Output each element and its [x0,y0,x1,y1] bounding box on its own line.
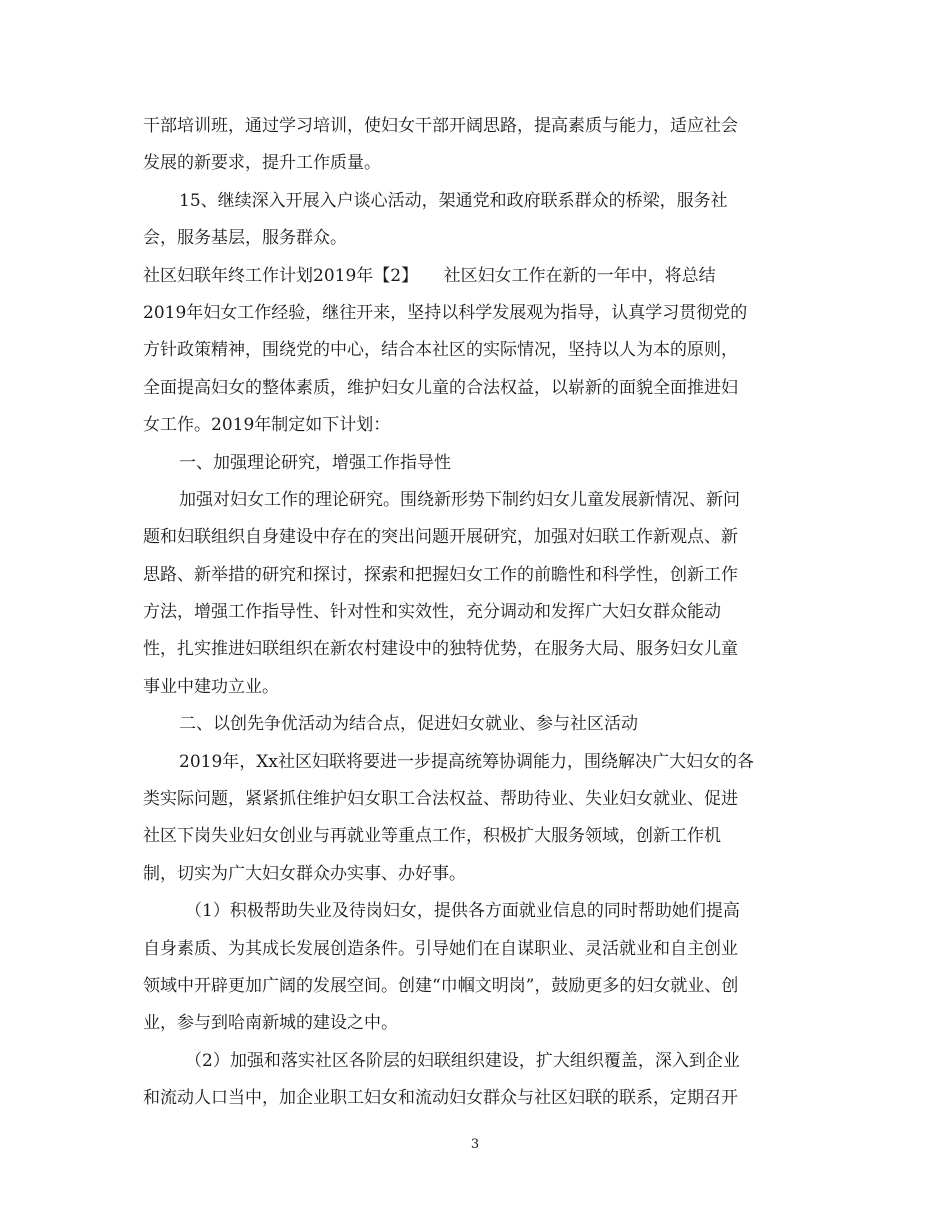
page-number: 3 [470,1137,480,1152]
text-line: 女工作。2019年制定如下计划： [143,415,391,436]
text-line: 发展的新要求，提升工作质量。 [143,153,381,174]
text-line: 和流动人口当中，加企业职工妇女和流动妇女群众与社区妇联的联系，定期召开 [143,1088,738,1109]
text-line: 全面提高妇女的整体素质，维护妇女儿童的合法权益，以崭新的面貌全面推进妇 [143,377,738,398]
text-line: 题和妇联组织自身建设中存在的突出问题开展研究，加强对妇联工作新观点、新 [143,527,738,548]
text-line: 方法，增强工作指导性、针对性和实效性，充分调动和发挥广大妇女群众能动 [143,602,721,623]
text-line: （2）加强和落实社区各阶层的妇联组织建设，扩大组织覆盖，深入到企业 [185,1050,740,1071]
subheading-2: 二、以创先争优活动为结合点，促进妇女就业、参与社区活动 [179,714,638,735]
subheading-1: 一、加强理论研究，增强工作指导性 [179,452,451,473]
text-line: 领域中开辟更加广阔的发展空间。创建“巾帼文明岗”，鼓励更多的妇女就业、创 [143,975,739,996]
text-line: （1）积极帮助失业及待岗妇女，提供各方面就业信息的同时帮助她们提高 [185,901,740,922]
text-line: 性，扎实推进妇联组织在新农村建设中的独特优势，在服务大局、服务妇女儿童 [143,639,738,660]
text-line: 事业中建功立业。 [143,676,279,697]
text-line: 业，参与到哈南新城的建设之中。 [143,1013,398,1034]
text-line: 思路、新举措的研究和探讨，探索和把握妇女工作的前瞻性和科学性，创新工作 [143,564,738,585]
text-line: 15、继续深入开展入户谈心活动，架通党和政府联系群众的桥梁，服务社 [179,190,728,211]
body-text [143,108,808,1118]
text-line: 加强对妇女工作的理论研究。围绕新形势下制约妇女儿童发展新情况、新问 [179,489,740,510]
text-line: 社区下岗失业妇女创业与再就业等重点工作，积极扩大服务领域，创新工作机 [143,826,721,847]
text-line: 会，服务基层，服务群众。 [143,228,347,249]
text-line: 方针政策精神，围绕党的中心，结合本社区的实际情况，坚持以人为本的原则， [143,340,738,361]
text-line: 类实际问题，紧紧抓住维护妇女职工合法权益、帮助待业、失业妇女就业、促进 [143,789,738,810]
text-line: 自身素质、为其成长发展创造条件。引导她们在自谋职业、灵活就业和自主创业 [143,938,738,959]
text-line: 2019年，Xx社区妇联将要进一步提高统筹协调能力，围绕解决广大妇女的各 [179,751,754,772]
text-line: 2019年妇女工作经验，继往开来，坚持以科学发展观为指导，认真学习贯彻党的 [143,302,748,323]
text-line: 干部培训班，通过学习培训，使妇女干部开阔思路，提高素质与能力，适应社会 [143,116,738,136]
text-line: 制，切实为广大妇女群众办实事、办好事。 [143,863,466,884]
section-heading-line: 社区妇联年终工作计划2019年【2】 社区妇女工作在新的一年中，将总结 [143,265,716,286]
